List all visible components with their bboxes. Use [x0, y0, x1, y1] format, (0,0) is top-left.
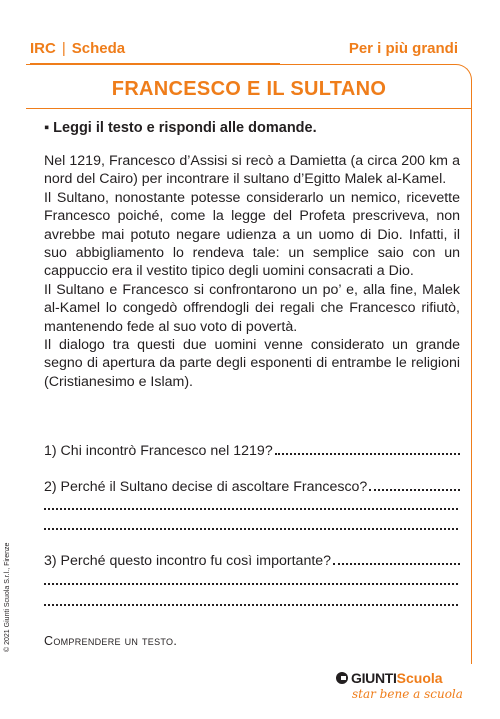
subject-label: IRC [30, 40, 56, 57]
question-3 [44, 551, 460, 570]
page-title: FRANCESCO E IL SULTANO [111, 78, 387, 100]
giunti-g-logo-icon [336, 672, 348, 684]
publisher-brand [336, 670, 463, 701]
copyright-notice: © 2021 Giunti Scuola S.r.l., Firenze [4, 542, 11, 652]
paragraph: Il dialogo tra questi due uomini venne considerato un grande segno di apertura da parte degli esponenti di entrambe le religioni (Cristianesimo e Islam). [44, 337, 460, 390]
answer-line[interactable] [44, 507, 458, 510]
paragraph: Il Sultano, nonostante potesse considerarlo un nemico, ricevette Francesco poiché, come la legge del Profeta prescriveva, non avrebbe mai potuto negare udienza a un uomo di Dio. Infatti, il suo abbigliamento lo rendeva tale: un semplice saio con un cappuccio era il vestito tipico degli uomini consacrati a Dio. [44, 189, 460, 280]
answer-line[interactable] [44, 527, 458, 530]
brand-tagline: star bene a scuola [352, 687, 463, 701]
paragraph: Il Sultano e Francesco si confrontarono un po’ e, alla fine, Malek al-Kamel lo congedò offrendogli dei regali che Francesco rifiutò, mantenendo fede al suo voto di povertà. [44, 281, 460, 335]
level-label: Per i più grandi [348, 40, 458, 57]
brand-logo [336, 670, 463, 686]
title-rule [26, 108, 472, 109]
skill-label: Comprendere un testo. [44, 634, 178, 648]
header-separator: | [61, 40, 66, 57]
answer-line[interactable] [333, 551, 460, 565]
answer-line[interactable] [44, 603, 458, 606]
brand-name-part2: Scuola [396, 670, 443, 686]
answer-line[interactable] [275, 441, 460, 455]
sheet-type-label: Scheda [71, 40, 126, 57]
question-text: 3) Perché questo incontro fu così importante? [44, 553, 332, 569]
header-left [30, 40, 125, 57]
reading-text [44, 152, 460, 391]
instruction: ▪ Leggi il testo e rispondi alle domande. [44, 120, 317, 136]
brand-name-part1: GIUNTI [351, 670, 397, 686]
question-2 [44, 477, 460, 496]
answer-line[interactable] [369, 477, 460, 491]
question-text: 2) Perché il Sultano decise di ascoltare Francesco? [44, 479, 368, 495]
question-1 [44, 441, 460, 460]
answer-line[interactable] [44, 582, 458, 585]
paragraph: Nel 1219, Francesco d’Assisi si recò a Damietta (a circa 200 km a nord del Cairo) per incontrare il sultano d’Egitto Malek al-Kamel. [44, 153, 460, 188]
question-text: 1) Chi incontrò Francesco nel 1219? [44, 443, 273, 459]
